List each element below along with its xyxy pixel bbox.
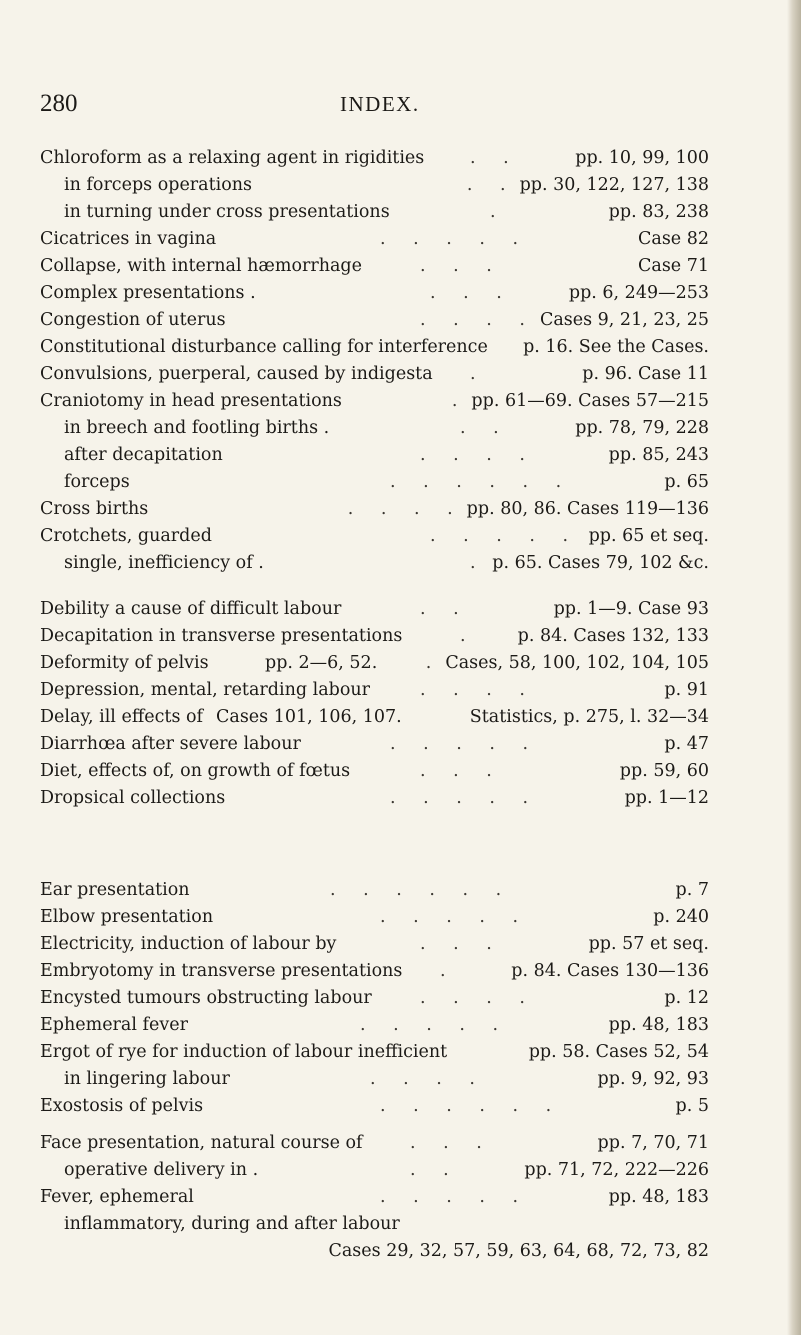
entry-page-reference: p. 7 [675, 880, 709, 900]
entry-label: operative delivery in . [64, 1160, 259, 1180]
index-entry [0, 1130, 801, 1157]
page-number: 280 [40, 90, 78, 117]
entry-label: Deformity of pelvis [40, 653, 209, 673]
leader-dots: . . . . [420, 988, 525, 1008]
entry-label: Ear presentation [40, 880, 190, 900]
index-entry-continuation [0, 1238, 801, 1265]
entry-page-reference: pp. 48, 183 [608, 1187, 709, 1207]
leader-dots: . . . . [370, 1069, 475, 1089]
leader-dots: . . . . [347, 499, 453, 519]
leader-dots: . [451, 391, 458, 411]
index-entry [0, 1093, 801, 1120]
running-title: INDEX. [340, 92, 420, 116]
entry-page-reference: pp. 78, 79, 228 [575, 418, 709, 438]
index-entry [0, 172, 801, 199]
entry-page-reference: pp. 65 et seq. [588, 526, 709, 546]
leader-dots: . . . . . [380, 1187, 519, 1207]
leader-dots: . [470, 553, 476, 573]
entry-page-reference: pp. 59, 60 [619, 761, 709, 781]
entry-page-reference: pp. 9, 92, 93 [597, 1069, 709, 1089]
entry-page-reference: p. 96. Case 11 [582, 364, 709, 384]
index-section-d [0, 596, 801, 812]
entry-page-reference: p. 5 [675, 1096, 709, 1116]
leader-dots: . . [410, 1160, 449, 1180]
entry-page-reference: pp. 80, 86. Cases 119—136 [466, 499, 709, 519]
entry-page-reference: pp. 83, 238 [608, 202, 709, 222]
entry-page-reference: p. 240 [653, 907, 709, 927]
entry-page-reference: p. 84. Cases 132, 133 [517, 626, 709, 646]
entry-label: in turning under cross presentations [64, 202, 390, 222]
entry-label: Diet, effects of, on growth of fœtus [40, 761, 351, 781]
entry-label: Ephemeral fever [40, 1015, 188, 1035]
leader-dots: . . [466, 175, 506, 195]
index-entry [0, 550, 801, 577]
entry-label: Elbow presentation [40, 907, 214, 927]
index-entry [0, 199, 801, 226]
entry-page-reference: pp. 85, 243 [608, 445, 709, 465]
index-entry [0, 415, 801, 442]
entry-page-reference: p. 12 [664, 988, 709, 1008]
index-section-f [0, 1130, 801, 1265]
leader-dots: . . . . . . [390, 472, 562, 492]
entry-page-reference: p. 65 [664, 472, 709, 492]
entry-label: Cross births [40, 499, 149, 519]
leader-dots: . . . . . [360, 1015, 499, 1035]
index-entry [0, 704, 801, 731]
index-entry [0, 958, 801, 985]
index-entry [0, 442, 801, 469]
entry-secondary-ref: Cases 101, 106, 107. [216, 707, 402, 727]
entry-label: inflammatory, during and after labour [64, 1214, 400, 1234]
entry-label: Cicatrices in vagina [40, 229, 217, 249]
entry-page-reference: Cases 9, 21, 23, 25 [539, 310, 709, 330]
entry-label: after decapitation [64, 445, 223, 465]
index-entry [0, 1157, 801, 1184]
index-entry [0, 145, 801, 172]
entry-page-reference: pp. 6, 249—253 [568, 283, 709, 303]
leader-dots: . [490, 202, 496, 222]
index-section-c [0, 145, 801, 577]
leader-dots: . . . . . [390, 788, 529, 808]
entry-label: single, inefficiency of . [64, 553, 264, 573]
index-entry [0, 596, 801, 623]
index-entry [0, 1184, 801, 1211]
entry-page-reference: Cases, 58, 100, 102, 104, 105 [445, 653, 709, 673]
entry-page-reference: p. 16. See the Cases. [523, 337, 709, 357]
entry-label: Debility a cause of difficult labour [40, 599, 342, 619]
entry-page-reference: pp. 61—69. Cases 57—215 [471, 391, 709, 411]
leader-dots: . . . . [420, 445, 525, 465]
entry-label: in breech and footling births . [64, 418, 330, 438]
leader-dots: . . [420, 599, 459, 619]
index-entry [0, 280, 801, 307]
index-entry [0, 523, 801, 550]
entry-page-reference: p. 84. Cases 130—136 [511, 961, 709, 981]
index-entry [0, 1039, 801, 1066]
leader-dots: . . . . . . [330, 880, 502, 900]
index-entry [0, 1211, 801, 1238]
leader-dots: . [470, 364, 476, 384]
entry-page-reference: pp. 58. Cases 52, 54 [528, 1042, 709, 1062]
entry-label: Chloroform as a relaxing agent in rigidities [40, 148, 425, 168]
entry-label: in lingering labour [64, 1069, 230, 1089]
entry-label: Congestion of uterus [40, 310, 226, 330]
entry-page-reference: pp. 7, 70, 71 [597, 1133, 709, 1153]
leader-dots: . [460, 626, 466, 646]
index-entry [0, 877, 801, 904]
index-entry [0, 731, 801, 758]
entry-page-reference: pp. 57 et seq. [588, 934, 709, 954]
leader-dots: . . . . [420, 680, 525, 700]
leader-dots: . . . . . [380, 907, 519, 927]
entry-label: Dropsical collections [40, 788, 226, 808]
entry-label: Encysted tumours obstructing labour [40, 988, 372, 1008]
index-entry [0, 904, 801, 931]
entry-label: Exostosis of pelvis [40, 1096, 204, 1116]
leader-dots: . . . [420, 256, 492, 276]
continuation-references: Cases 29, 32, 57, 59, 63, 64, 68, 72, 73, 82 [328, 1241, 709, 1261]
leader-dots: . . . [410, 1133, 482, 1153]
index-entry [0, 361, 801, 388]
index-entry [0, 985, 801, 1012]
entry-page-reference: Statistics, p. 275, l. 32—34 [469, 707, 709, 727]
entry-label: Depression, mental, retarding labour [40, 680, 371, 700]
entry-page-reference: pp. 10, 99, 100 [575, 148, 709, 168]
entry-label: Decapitation in transverse presentations [40, 626, 403, 646]
index-entry [0, 253, 801, 280]
entry-page-reference: p. 65. Cases 79, 102 &c. [492, 553, 709, 573]
entry-page-reference: p. 47 [664, 734, 709, 754]
index-entry [0, 623, 801, 650]
index-entry [0, 226, 801, 253]
leader-dots: . . . [420, 761, 492, 781]
entry-label: Convulsions, puerperal, caused by indigesta [40, 364, 433, 384]
index-entry [0, 1066, 801, 1093]
leader-dots: . . . . . . [380, 1096, 552, 1116]
entry-page-reference: Case 82 [638, 229, 709, 249]
entry-label: Crotchets, guarded [40, 526, 212, 546]
leader-dots: . [425, 653, 432, 673]
leader-dots: . . . [420, 934, 492, 954]
entry-page-reference: Case 71 [638, 256, 709, 276]
entry-page-reference: pp. 1—12 [624, 788, 709, 808]
entry-label: in forceps operations [64, 175, 253, 195]
entry-page-reference: pp. 1—9. Case 93 [553, 599, 709, 619]
index-entry [0, 334, 801, 361]
entry-page-reference: pp. 30, 122, 127, 138 [519, 175, 709, 195]
entry-page-reference: pp. 71, 72, 222—226 [524, 1160, 709, 1180]
index-entry [0, 677, 801, 704]
leader-dots: . . [460, 418, 499, 438]
index-entry [0, 650, 801, 677]
entry-secondary-ref: pp. 2—6, 52. [265, 653, 378, 673]
entry-label: Complex presentations . [40, 283, 256, 303]
entry-label: Ergot of rye for induction of labour inefficient [40, 1042, 448, 1062]
entry-page-reference: pp. 48, 183 [608, 1015, 709, 1035]
entry-label: Face presentation, natural course of [40, 1133, 363, 1153]
entry-label: Constitutional disturbance calling for interference [40, 337, 488, 357]
leader-dots: . . [470, 148, 509, 168]
index-entry [0, 931, 801, 958]
entry-label: Electricity, induction of labour by [40, 934, 337, 954]
index-entry [0, 785, 801, 812]
leader-dots: . . . . . [430, 526, 569, 546]
entry-label: Delay, ill effects of [40, 707, 203, 727]
entry-page-reference: p. 91 [664, 680, 709, 700]
index-entry [0, 469, 801, 496]
entry-label: Craniotomy in head presentations [40, 391, 342, 411]
entry-label: Embryotomy in transverse presentations [40, 961, 403, 981]
index-entry [0, 307, 801, 334]
index-entry [0, 388, 801, 415]
index-entry [0, 758, 801, 785]
entry-label: forceps [64, 472, 130, 492]
index-entry [0, 1012, 801, 1039]
leader-dots: . . . . . [390, 734, 529, 754]
entry-label: Diarrhœa after severe labour [40, 734, 301, 754]
entry-label: Fever, ephemeral [40, 1187, 194, 1207]
leader-dots: . [440, 961, 446, 981]
entry-label: Collapse, with internal hæmorrhage [40, 256, 362, 276]
index-section-e [0, 877, 801, 1120]
leader-dots: . . . [430, 283, 502, 303]
leader-dots: . . . . . [380, 229, 519, 249]
page-header [0, 90, 801, 124]
leader-dots: . . . . [420, 310, 525, 330]
index-entry [0, 496, 801, 523]
